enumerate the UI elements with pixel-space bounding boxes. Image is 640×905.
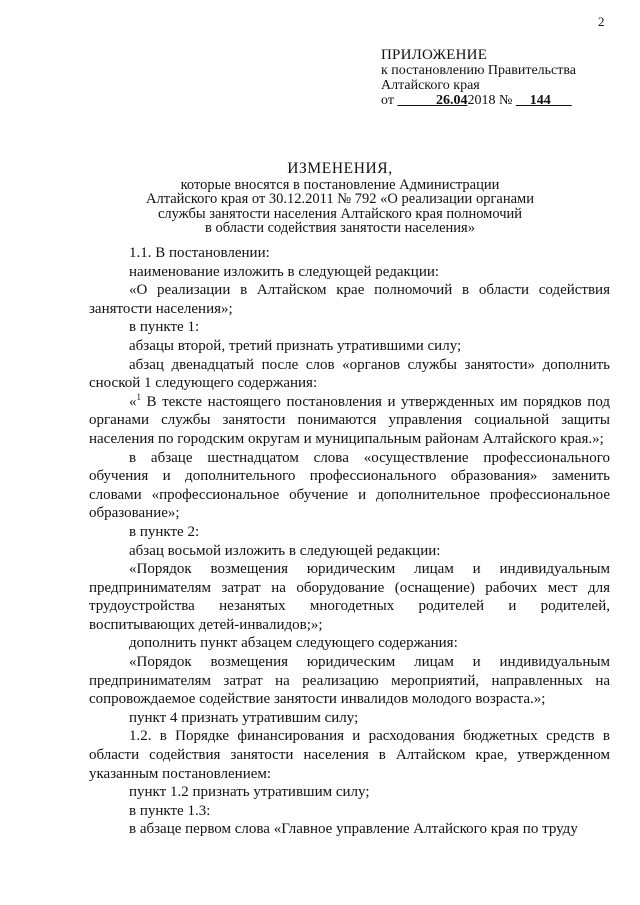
page-number: 2 (598, 14, 605, 29)
paragraph: 1.1. В постановлении: (129, 245, 270, 261)
date-year: 2018 (467, 93, 496, 108)
paragraph: 1.2. в Порядке финансирования и расходования бюджетных средств в области содействия занятости населения в Алтайском крае, утвержденном указанным постановлением: (89, 728, 610, 782)
number-value: 144 (529, 93, 551, 108)
paragraph: в пункте 1.3: (129, 802, 211, 819)
heading-line-2: Алтайского края от 30.12.2011 № 792 «О реализации органами (146, 191, 534, 207)
footnote-mark: 1 (136, 391, 141, 402)
appendix-line-1: к постановлению Правительства (381, 63, 577, 78)
paragraph: пункт 4 признать утратившим силу; (129, 709, 359, 726)
appendix-title: ПРИЛОЖЕНИЕ (381, 47, 488, 63)
appendix-block (381, 48, 621, 108)
paragraph: наименование изложить в следующей редакции: (129, 263, 440, 280)
heading-line-3: службы занятости населения Алтайского края полномочий (157, 205, 523, 222)
paragraph: «Порядок возмещения юридическим лицам и индивидуальным предпринимателям затрат на оборудование (оснащение) рабочих мест для трудоустройства незанятых многодетных родителей и родителей, воспитывающих детей-инвалидов;»; (89, 561, 610, 633)
document-body (89, 244, 610, 839)
paragraph: в пункте 2: (129, 523, 200, 540)
paragraph: в абзаце первом слова «Главное управление Алтайского края по труду (129, 821, 578, 838)
paragraph: в пункте 1: (129, 319, 200, 336)
heading-line-1: которые вносятся в постановление Администрации (180, 176, 500, 193)
paragraph: «Порядок возмещения юридическим лицам и индивидуальным предпринимателям затрат на реализацию мероприятий, направленных на сопровождаемое содействие занятости инвалидов молодого возраста.»; (89, 654, 610, 708)
paragraph: абзацы второй, третий признать утратившими силу; (129, 337, 462, 354)
appendix-date-line (381, 93, 621, 108)
paragraph: «О реализации в Алтайском крае полномочий в области содействия занятости населения»; (89, 282, 610, 317)
appendix-line-2: Алтайского края (381, 78, 480, 93)
paragraph: дополнить пункт абзацем следующего содержания: (129, 635, 458, 652)
paragraph: абзац двенадцатый после слов «органов службы занятости» дополнить сноской 1 следующего содержания: (89, 356, 610, 392)
document-heading (120, 162, 560, 236)
paragraph: в абзаце шестнадцатом слова «осуществление профессионального обучения и дополнительного профессионального образования» заменить словами «профессиональное обучение и дополнительное профессиональное образование»; (89, 449, 610, 522)
footnote-text: В тексте настоящего постановления и утвержденных им порядков под органами службы занятости понимаются управления социальной защиты населения по городским округам и муниципальным районам Алтайского края.»; (89, 393, 611, 447)
date-value: 26.04 (435, 93, 468, 108)
number-sign: № (498, 93, 513, 108)
heading-line-4: в области содействия занятости населения» (205, 220, 475, 236)
paragraph: пункт 1.2 признать утратившим силу; (129, 784, 370, 801)
heading-title: ИЗМЕНЕНИЯ, (287, 160, 393, 177)
footnote-paragraph (89, 393, 610, 449)
paragraph: абзац восьмой изложить в следующей редакции: (129, 542, 441, 559)
date-prefix: от (381, 93, 394, 108)
footnote-open-quote: « (129, 393, 137, 410)
